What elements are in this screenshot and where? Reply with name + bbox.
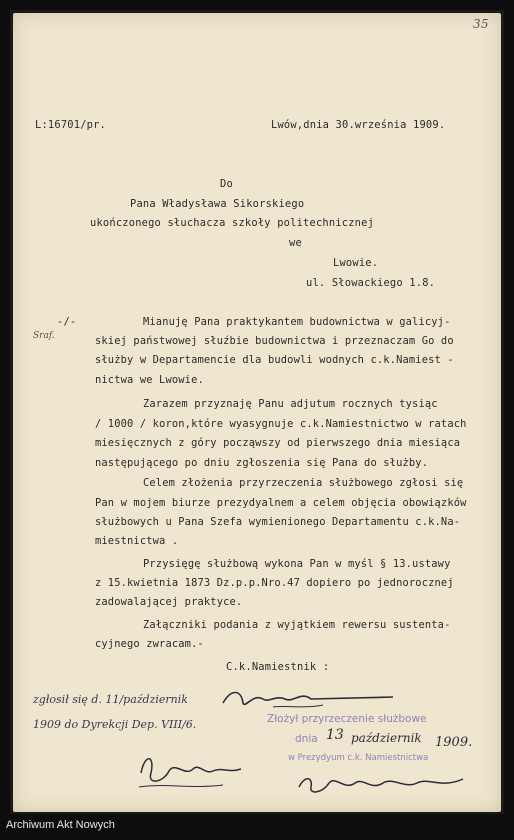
body-line: z 15.kwietnia 1873 Dz.p.p.Nro.47 dopiero po jednorocznej xyxy=(95,577,454,589)
body-line: Przysięgę służbową wykona Pan w myśl § 13.ustawy xyxy=(143,558,451,570)
body-line: nictwa we Lwowie. xyxy=(95,374,204,386)
body-line: miesięcznych z góry począwszy od pierwszego dnia miesiąca xyxy=(95,437,461,449)
margin-note: Sraf. xyxy=(33,331,55,341)
address-city: Lwowie. xyxy=(333,257,379,269)
body-line: Załączniki podania z wyjątkiem rewersu sustenta- xyxy=(143,619,451,631)
body-line: służby w Departamencie dla budowli wodnych c.k.Namiest - xyxy=(95,354,454,366)
body-line: / 1000 / koron,które wyasygnuje c.k.Namiestnictwo w ratach xyxy=(95,418,467,430)
address-name: Pana Władysława Sikorskiego xyxy=(130,198,305,210)
stamp-line1: Złożył przyrzeczenie służbowe xyxy=(267,713,427,725)
handwritten-note-line1: zgłosił się d. 11/październik xyxy=(33,693,188,706)
body-line: służbowych u Pana Szefa wymienionego Departamentu c.k.Na- xyxy=(95,516,461,528)
handwritten-date-month: październik xyxy=(351,731,422,745)
body-line: Pan w mojem biurze prezydyalnem a celem objęcia obowiązków xyxy=(95,497,467,509)
stamp-line3: w Prezydyum c.k. Namiestnictwa xyxy=(288,753,429,763)
signature-namiestnik xyxy=(213,681,403,717)
body-line: Celem złożenia przyrzeczenia służbowego zgłosi się xyxy=(143,477,464,489)
document-sheet xyxy=(13,13,501,812)
body-line: skiej państwowej słuźbie budownictwa i przeznaczam Go do xyxy=(95,335,454,347)
body-line: Mianuję Pana praktykantem budownictwa w galicyj- xyxy=(143,316,451,328)
body-line: cyjnego zwracam.- xyxy=(95,638,204,650)
stamp-line2: dnia xyxy=(295,733,318,745)
body-line: Zarazem przyznaję Panu adjutum rocznych tysiąc xyxy=(143,398,438,410)
margin-dash: -/- xyxy=(57,316,77,328)
address-title: ukończonego słuchacza szkoły politechnicznej xyxy=(90,217,375,229)
handwritten-date-year: 1909. xyxy=(435,735,473,750)
reference-number: L:16701/pr. xyxy=(35,119,107,131)
handwritten-note-line2: 1909 do Dyrekcji Dep. VIII/6. xyxy=(33,718,197,731)
archive-label: Archiwum Akt Nowych xyxy=(6,819,115,831)
body-line: zadowalającej praktyce. xyxy=(95,596,243,608)
handwritten-date-day: 13 xyxy=(326,727,344,743)
address-street: ul. Słowackiego 1.8. xyxy=(306,277,436,289)
address-we: we xyxy=(289,237,302,249)
signature-left xyxy=(133,743,253,793)
place-date: Lwów,dnia 30.września 1909. xyxy=(271,119,446,131)
page-number: 35 xyxy=(473,17,489,31)
closing-title: C.k.Namiestnik : xyxy=(226,661,330,673)
signature-right xyxy=(293,765,473,801)
body-line: miestnictwa . xyxy=(95,535,179,547)
body-line: następującego po dniu zgłoszenia się Pana do służby. xyxy=(95,457,429,469)
address-do: Do xyxy=(220,178,233,190)
footer-bar xyxy=(0,814,514,840)
